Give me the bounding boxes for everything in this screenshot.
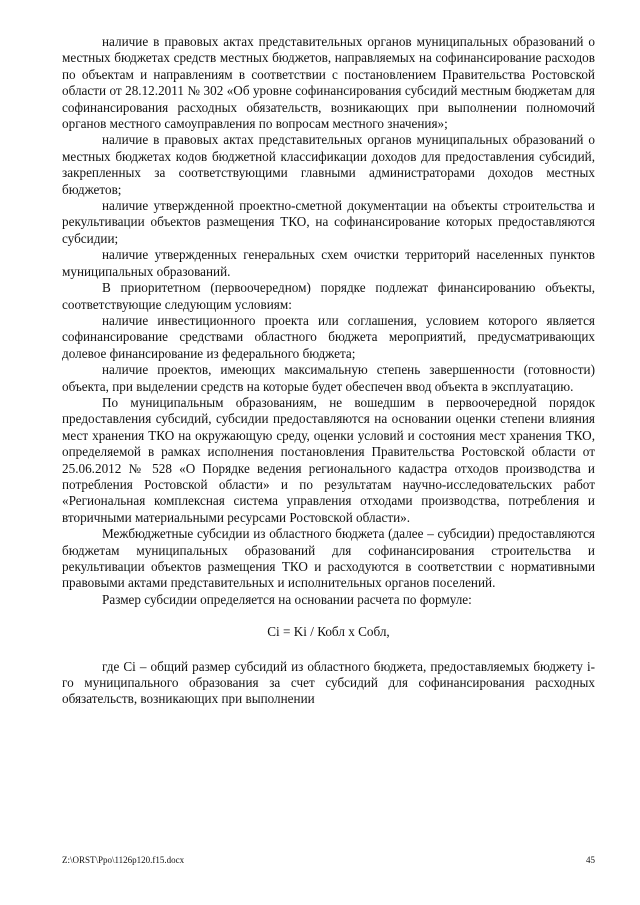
page-number: 45 (586, 855, 595, 865)
paragraph: В приоритетном (первоочередном) порядке подлежат финансированию объекты, соответствующие следующим условиям: (62, 280, 595, 312)
paragraph: наличие утвержденных генеральных схем очистки территорий населенных пунктов муниципальных образований. (62, 247, 595, 279)
document-body (62, 34, 595, 708)
paragraph: Размер субсидии определяется на основании расчета по формуле: (102, 591, 472, 607)
paragraph: наличие в правовых актах представительных органов муниципальных образований о местных бюджетах кодов бюджетной классификации доходов для предоставления субсидий, закрепленных за соответствующими главными администраторами доходов местных бюджетов; (62, 132, 595, 197)
page-footer (62, 855, 595, 865)
paragraph: наличие в правовых актах представительных органов муниципальных образований о местных бюджетах средств местных бюджетов, направляемых на софинансирование расходов по объектам и направлениям в соответствии с постановлением Правительства Ростовской области от 28.12.2011 № 302 «Об уровне софинансирования субсидий местным бюджетам для софинансирования расходных обязательств, возникающих при выполнении полномочий органов местного самоуправления по вопросам местного значения»; (62, 34, 595, 132)
paragraph: наличие проектов, имеющих максимальную степень завершенности (готовности) объекта, при выделении средств на которые будет обеспечен ввод объекта в эксплуатацию. (62, 362, 595, 394)
paragraph: наличие утвержденной проектно-сметной документации на объекты строительства и рекультивации объектов размещения ТКО, на софинансирование которых предоставляются субсидии; (62, 198, 595, 246)
formula: Ci = Ki / Кобл x Собл, (267, 624, 390, 640)
paragraph: наличие инвестиционного проекта или соглашения, условием которого является софинансирование средствами областного бюджета мероприятий, предусматривающих долевое финансирование из федерального бюджета; (62, 312, 595, 361)
paragraph: По муниципальным образованиям, не вошедшим в первоочередной порядок предоставления субсидий, субсидии предоставляются на основании оценки степени влияния мест хранения ТКО на окружающую среду, оценки условий и состояния мест хранения ТКО, определяемой в рамках исполнения постановления Правительства Ростовской области от 25.06.2012 № 528 «О Порядке ведения регионального кадастра отходов производства и потребления Ростовской области» и по результатам научно-исследовательских работ «Региональная комплексная система управления отходами производства, потребления и вторичными материальными ресурсами Ростовской области». (62, 394, 595, 525)
file-path: Z:\ORST\Ppo\1126p120.f15.docx (62, 855, 185, 865)
paragraph: Межбюджетные субсидии из областного бюджета (далее – субсидии) предоставляются бюджетам муниципальных образований для софинансирования строительства и рекультивации объектов размещения ТКО и расходуются в соответствии с нормативными правовыми актами представительных и исполнительных органов поселений. (62, 526, 595, 591)
paragraph-after-formula: где Ci – общий размер субсидий из областного бюджета, предоставляемых бюджету i-го муниципального образования за счет субсидий для софинансирования расходных обязательств, возникающих при выполнении (62, 658, 595, 707)
